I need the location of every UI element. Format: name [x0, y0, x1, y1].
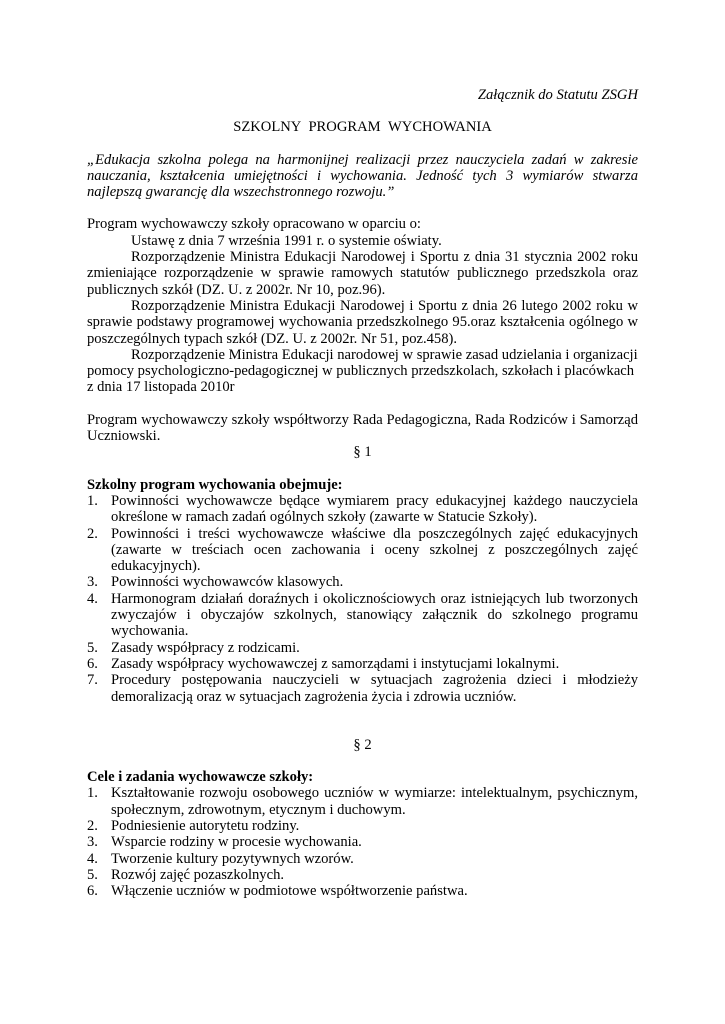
list-item-number: 6. [87, 883, 98, 900]
list-item-text: Wsparcie rodziny w procesie wychowania. [111, 834, 362, 851]
list-item-number: 2. [87, 817, 98, 834]
list-item-number: 1. [87, 492, 98, 509]
list-item [87, 851, 638, 867]
section-2-sign: § 2 [353, 736, 372, 753]
list-item-text: Tworzenie kultury pozytywnych wzorów. [111, 850, 354, 867]
list-item [87, 818, 638, 834]
document-page [87, 87, 638, 899]
motto-quote: „Edukacja szkolna polega na harmonijnej realizacji przez nauczyciela zadań w zakresie nauczania, kształcenia umiejętności i wychowania. Jedność tych 3 wymiarów stwarza najlepszą gwarancję dla wszechstronnego rozwoju.” [87, 151, 638, 201]
collaboration-note: Program wychowawczy szkoły współtworzy Rada Pedagogiczna, Rada Rodziców i Samorząd Uczniowski. [87, 411, 638, 445]
section-1-list [87, 493, 638, 705]
list-item-text: Harmonogram działań doraźnych i okolicznościowych oraz istniejących lub tworzonych zwyczajów i obyczajów szkolnych, stanowiący załącznik do szkolnego programu wychowania. [111, 590, 638, 640]
list-item-number: 7. [87, 672, 98, 689]
section-1-heading: Szkolny program wychowania obejmuje: [87, 476, 343, 493]
list-item-number: 4. [87, 850, 98, 867]
list-item-text: Podniesienie autorytetu rodziny. [111, 817, 300, 834]
list-item-text: Włączenie uczniów w podmiotowe współtworzenie państwa. [111, 883, 468, 900]
legal-basis-item: Rozporządzenie Ministra Edukacji narodowej w sprawie zasad udzielania i organizacji pomocy psychologiczno-pedagogicznej w publicznych przedszkolach, szkołach i placówkach z dnia 17 listopada 2010r [87, 346, 638, 396]
list-item-number: 5. [87, 866, 98, 883]
section-2-list [87, 785, 638, 899]
list-item-number: 2. [87, 525, 98, 542]
list-item-text: Rozwój zajęć pozaszkolnych. [111, 866, 285, 883]
legal-basis-item: Ustawę z dnia 7 września 1991 r. o systemie oświaty. [131, 232, 442, 249]
list-item-number: 5. [87, 639, 98, 656]
list-item [87, 785, 638, 818]
list-item [87, 526, 638, 575]
list-item-number: 1. [87, 785, 98, 802]
list-item-text: Zasady współpracy z rodzicami. [111, 639, 300, 656]
document-title: SZKOLNY PROGRAM WYCHOWANIA [233, 119, 492, 136]
list-item [87, 591, 638, 640]
section-1-sign: § 1 [353, 444, 372, 461]
list-item [87, 640, 638, 656]
list-item [87, 656, 638, 672]
attachment-note: Załącznik do Statutu ZSGH [477, 87, 638, 103]
list-item-number: 4. [87, 590, 98, 607]
list-item [87, 867, 638, 883]
list-item-text: Procedury postępowania nauczycieli w sytuacjach zagrożenia dzieci i młodzieży demoralizacją oraz w sytuacjach zagrożenia życia i zdrowia uczniów. [111, 672, 638, 705]
section-2-heading: Cele i zadania wychowawcze szkoły: [87, 769, 314, 786]
list-item-number: 6. [87, 655, 98, 672]
list-item-number: 3. [87, 574, 98, 591]
list-item [87, 574, 638, 590]
legal-basis-item: Rozporządzenie Ministra Edukacji Narodowej i Sportu z dnia 26 lutego 2002 roku w sprawie podstawy programowej wychowania przedszkolnego 95.oraz kształcenia ogólnego w poszczególnych typach szkół (DZ. U. z 2002r. Nr 51, poz.458). [87, 297, 638, 347]
list-item-text: Powinności wychowawcze będące wymiarem pracy edukacyjnej każdego nauczyciela określone w ramach zadań ogólnych szkoły (zawarte w Statucie Szkoły). [111, 492, 638, 526]
list-item-text: Zasady współpracy wychowawczej z samorządami i instytucjami lokalnymi. [111, 655, 560, 672]
list-item-text: Kształtowanie rozwoju osobowego uczniów w wymiarze: intelektualnym, psychicznym, społecznym, zdrowotnym, etycznym i duchowym. [111, 785, 638, 818]
list-item [87, 672, 638, 705]
list-item-text: Powinności i treści wychowawcze właściwe dla poszczególnych zajęć edukacyjnych (zawarte w treściach ocen zachowania i oceny szkolnej z poszczególnych zajęć edukacyjnych). [111, 525, 638, 575]
list-item [87, 883, 638, 899]
legal-basis-item: Rozporządzenie Ministra Edukacji Narodowej i Sportu z dnia 31 stycznia 2002 roku zmieniające rozporządzenie w sprawie ramowych statutów publicznego przedszkola oraz publicznych szkół (DZ. U. z 2002r. Nr 10, poz.96). [87, 249, 638, 298]
list-item-text: Powinności wychowawców klasowych. [111, 574, 344, 591]
list-item-number: 3. [87, 834, 98, 851]
legal-basis-intro: Program wychowawczy szkoły opracowano w oparciu o: [87, 216, 421, 233]
list-item [87, 493, 638, 526]
list-item [87, 834, 638, 850]
